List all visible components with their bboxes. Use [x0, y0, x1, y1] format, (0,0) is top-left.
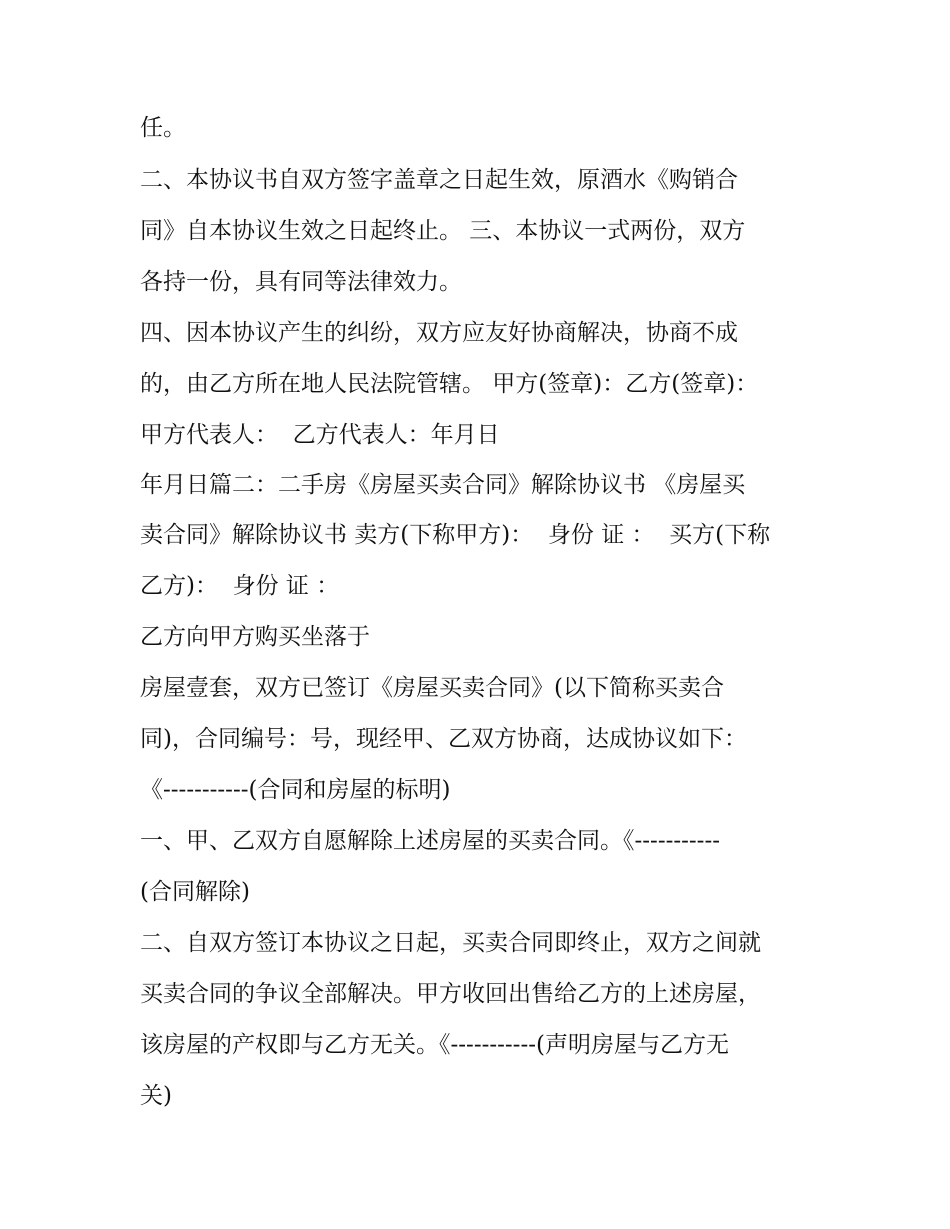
text-line: 卖合同》解除协议书 卖方(下称甲方)： 身份 证 ： 买方(下称 — [140, 522, 771, 548]
text-line: 房屋壹套，双方已签订《房屋买卖合同》(以下简称买卖合 — [140, 675, 724, 701]
text-line: 二、自双方签订本协议之日起，买卖合同即终止，双方之间就 — [140, 930, 761, 956]
text-line: 甲方代表人： 乙方代表人：年月日 — [140, 422, 500, 448]
text-line: 同)，合同编号：号，现经甲、乙双方协商，达成协议如下： — [140, 726, 747, 752]
text-line: 各持一份，具有同等法律效力。 — [140, 269, 462, 295]
text-line: 乙方向甲方购买坐落于 — [140, 624, 370, 650]
text-line: (合同解除) — [140, 879, 250, 905]
text-line: 买卖合同的争议全部解决。甲方收回出售给乙方的上述房屋， — [140, 981, 761, 1007]
text-line: 同》自本协议生效之日起终止。 三、本协议一式两份，双方 — [140, 218, 746, 244]
text-line: 关) — [140, 1083, 172, 1109]
text-line: 四、因本协议产生的纠纷，双方应友好协商解决，协商不成 — [140, 320, 738, 346]
text-line: 《-----------(合同和房屋的标明) — [140, 777, 451, 803]
text-line: 年月日篇二：二手房《房屋买卖合同》解除协议书 《房屋买 — [140, 472, 746, 498]
text-line: 二、本协议书自双方签字盖章之日起生效，原酒水《购销合 — [140, 167, 738, 193]
text-line: 任。 — [140, 115, 186, 141]
text-line: 乙方)： 身份 证 ： — [140, 573, 340, 599]
text-line: 该房屋的产权即与乙方无关。《-----------(声明房屋与乙方无 — [140, 1032, 729, 1058]
text-line: 一、甲、乙双方自愿解除上述房屋的买卖合同。《----------- — [140, 828, 720, 854]
text-line: 的，由乙方所在地人民法院管辖。 甲方(签章)：乙方(签章)： — [140, 371, 759, 397]
